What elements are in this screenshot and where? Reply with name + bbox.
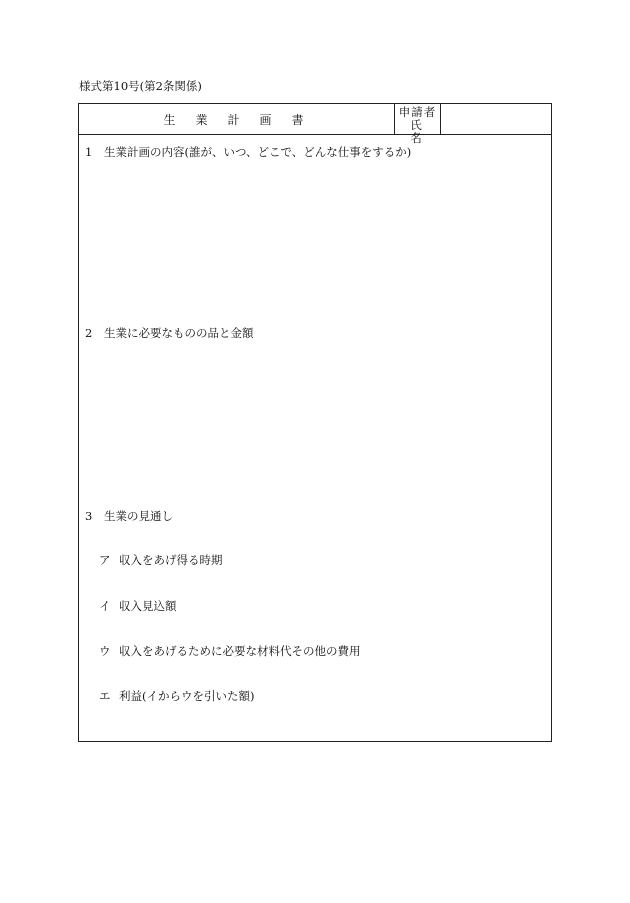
- applicant-name-label: [394, 104, 441, 145]
- applicant-label-line1: 申請者: [398, 105, 437, 119]
- subitem-mark: エ: [99, 689, 111, 703]
- form-title: 生業計画書: [163, 112, 324, 127]
- subitem-label: 収入をあげ得る時期: [119, 553, 223, 567]
- section-label: 生業計画の内容(誰が、いつ、どこで、どんな仕事をするか): [104, 145, 412, 159]
- subitem-u: [99, 643, 361, 659]
- subitem-mark: ウ: [99, 644, 111, 658]
- subitem-label: 収入見込額: [119, 599, 177, 613]
- plan-form: [78, 103, 552, 742]
- subitem-mark: ア: [99, 553, 111, 567]
- form-number: 様式第10号(第2条関係): [79, 79, 202, 93]
- subitem-mark: イ: [99, 599, 111, 613]
- applicant-name-field[interactable]: [441, 104, 551, 134]
- subitem-a: [99, 552, 223, 568]
- subitem-i: [99, 598, 177, 614]
- section-3-heading: [85, 508, 173, 524]
- section-2-heading: [85, 325, 254, 341]
- subitem-e: [99, 688, 254, 704]
- section-label: 生業に必要なものの品と金額: [104, 326, 254, 340]
- section-label: 生業の見通し: [104, 509, 173, 523]
- section-number: 1: [85, 145, 93, 159]
- subitem-label: 収入をあげるために必要な材料代その他の費用: [119, 644, 361, 658]
- applicant-label-line2: 氏名: [410, 118, 431, 145]
- section-number: 2: [85, 326, 93, 340]
- subitem-label: 利益(イからウを引いた額): [119, 689, 255, 703]
- section-1-heading: [85, 144, 411, 160]
- section-number: 3: [85, 509, 93, 523]
- form-header: [79, 104, 551, 145]
